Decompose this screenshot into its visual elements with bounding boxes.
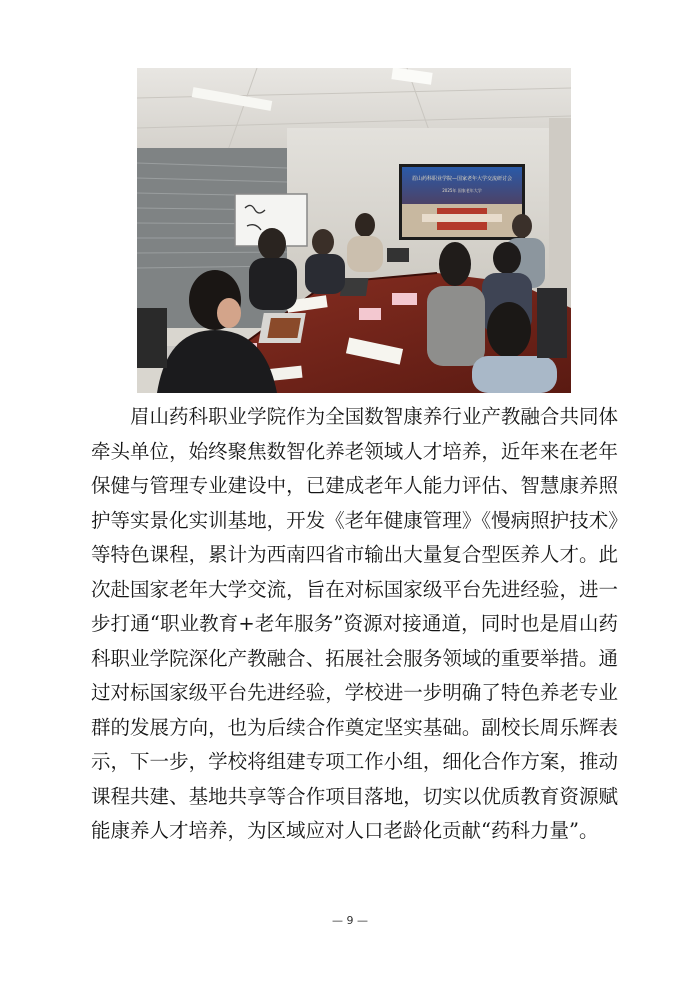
- meeting-photo-illustration: [137, 68, 571, 393]
- screen-title: 眉山药科职业学院—国家老年大学交流研讨会: [411, 176, 513, 182]
- article-paragraph: 眉山药科职业学院作为全国数智康养行业产教融合共同体牵头单位，始终聚焦数智化养老领域人才培养，近年来在老年保健与管理专业建设中，已建成老年人能力评估、智慧康养照护等实景化实训基地，开发《老年健康管理》《慢病照护技术》等特色课程，累计为西南四省市输出大量复合型医养人才。此次赴国家老年大学交流，旨在对标国家级平台先进经验，进一步打通“职业教育+老年服务”资源对接通道，同时也是眉山药科职业学院深化产教融合、拓展社会服务领域的重要举措。通过对标国家级平台先进经验，学校进一步明确了特色养老专业群的发展方向，也为后续合作奠定坚实基础。副校长周乐辉表示，下一步，学校将组建专项工作小组，细化合作方案，推动课程共建、基地共享等合作项目落地，切实以优质教育资源赋能康养人才培养，为区域应对人口老龄化贡献“药科力量”。: [91, 405, 618, 842]
- article-body: [91, 400, 618, 849]
- meeting-photo: [137, 68, 571, 393]
- page-number: — 9 —: [332, 914, 368, 927]
- screen-subtitle: 2025年 国家老年大学: [442, 188, 482, 193]
